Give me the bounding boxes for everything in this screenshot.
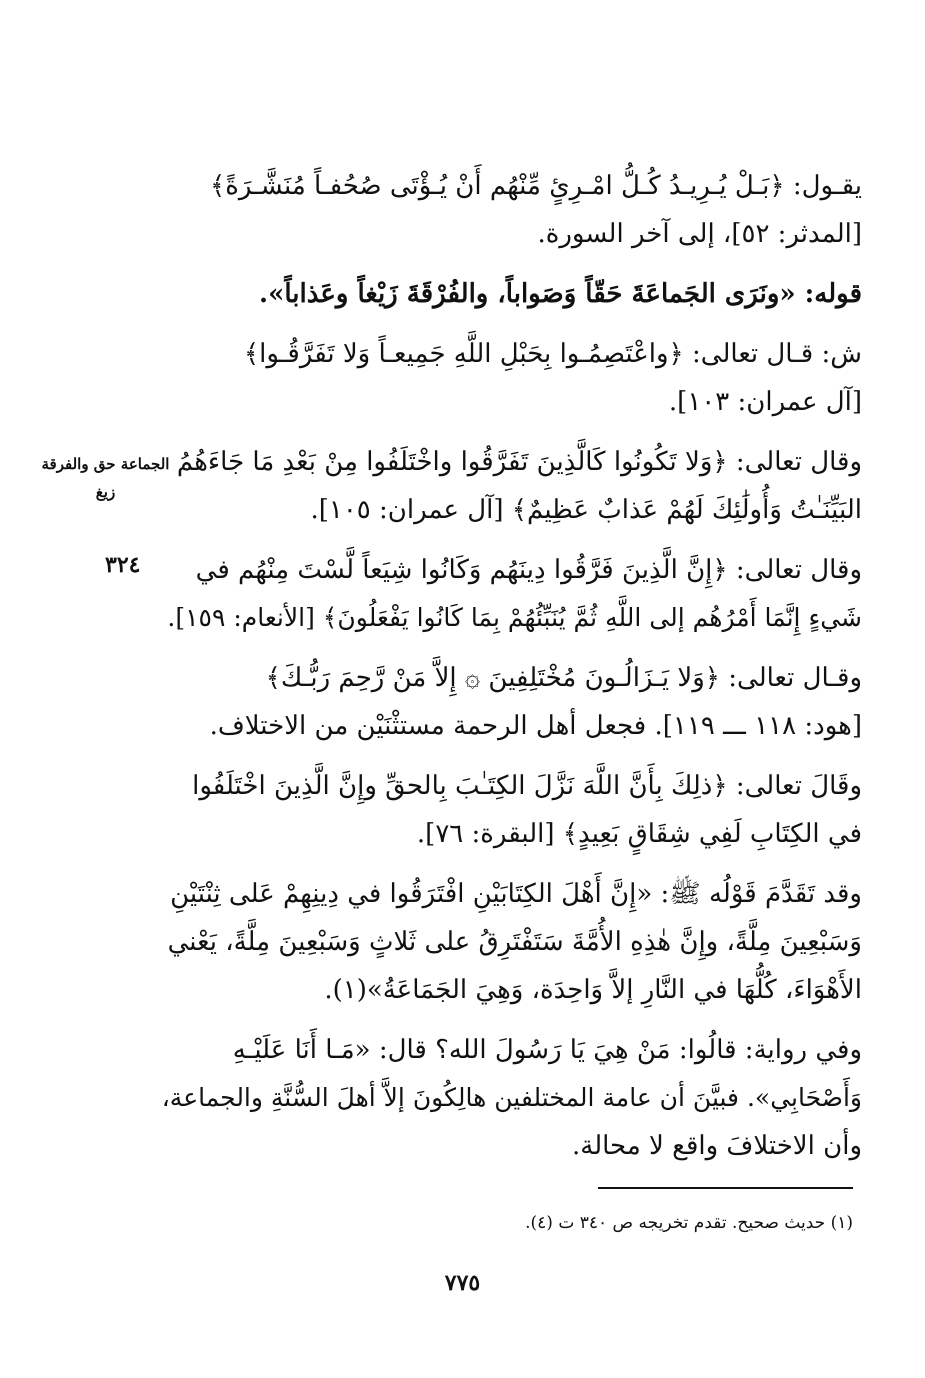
text-line: [آل عمران: ١٠٣].: [668, 387, 862, 417]
text-line: في الكِتَابِ لَفِي شِقَاقٍ بَعِيدٍ﴾ [البقرة: ٧٦].: [416, 819, 862, 849]
page-number: ٧٧٥: [444, 1270, 481, 1296]
paragraph: [162, 654, 862, 750]
text-line: وأن الاختلافَ واقع لا محالة.: [572, 1131, 862, 1161]
paragraph: [162, 270, 862, 318]
text-line: [هود: ١١٨ ـــ ١١٩]. فجعل أهل الرحمة مستثْنَيْن من الاختلاف.: [209, 711, 862, 741]
margin-note-jamaa: [38, 450, 173, 506]
text-line: وَأَصْحَابِي». فبيَّنَ أن عامة المختلفين هالِكُونَ إلاَّ أهلَ السُّنَّةِ والجماعة،: [161, 1083, 862, 1112]
paragraph: [162, 546, 862, 642]
paragraph: [162, 438, 862, 534]
margin-note-line: زيغ: [95, 483, 116, 501]
text-line: وقـال تعالى: ﴿وَلا يَـزَالُـونَ مُخْتَلِفِينَ ۞ إِلاَّ مَنْ رَّحِمَ رَبُّـكَ﴾: [265, 663, 862, 693]
text-line: قوله: «ونَرَى الجَماعَةَ حَقّاً وَصَواباً، والفُرْقَةَ زَيْغاً وعَذاباً».: [259, 279, 862, 309]
margin-note-line: الجماعة حق والفرقة: [41, 455, 170, 473]
footnote: (١) حديث صحيح. تقدم تخريجه ص ٣٤٠ ت (٤).: [525, 1213, 853, 1233]
text-line: وقال تعالى: ﴿إِنَّ الَّذِينَ فَرَّقُوا دِينَهُم وَكَانُوا شِيَعاً لَّسْتَ مِنْهُم في: [195, 555, 862, 585]
paragraph: [162, 330, 862, 426]
text-line: وقد تَقَدَّمَ قَوْلُه ﷺ: «إِنَّ أَهْلَ الكِتَابَيْنِ افْتَرَقُوا في دِينِهِمْ عَلى ثِنْتَيْنِ: [170, 879, 862, 909]
text-line: وَسَبْعِينَ مِلَّةً، وإِنَّ هٰذِهِ الأُمَّةَ سَتَفْتَرِقُ على ثَلاثٍ وَسَبْعِينَ مِلَّةً، يَعْني: [167, 927, 862, 957]
text-line: الأَهْوَاءَ، كُلُّهَا في النَّارِ إلاَّ وَاحِدَة، وَهِيَ الجَمَاعَةُ»(١).: [324, 975, 862, 1005]
text-line: وقَالَ تعالى: ﴿ذلِكَ بِأَنَّ اللَّهَ نَزَّلَ الكِتَـٰبَ بِالحقِّ وإِنَّ الَّذِينَ اخْتَلَفُوا: [192, 771, 862, 801]
margin-reference-number: ٣٢٤: [105, 552, 141, 578]
paragraph: [162, 870, 862, 1014]
footnote-divider: [598, 1187, 853, 1189]
text-line: ش: قـال تعالى: ﴿واعْتَصِمُـوا بِحَبْلِ اللَّهِ جَمِيعـاً وَلا تَفَرَّقُـوا﴾: [243, 339, 862, 369]
text-line: شَيءٍ إِنَّمَا أَمْرُهُم إلى اللَّهِ ثُمَّ يُنَبِّئُهُمْ بِمَا كَانُوا يَفْعَلُونَ﴾ [الأنعام: ١٥٩].: [167, 603, 862, 632]
main-text-column: [162, 162, 862, 1182]
text-line: [المدثر: ٥٢]، إلى آخر السورة.: [537, 219, 862, 249]
paragraph: [162, 1026, 862, 1170]
text-line: يقـول: ﴿بَـلْ يُـرِيـدُ كُـلُّ امْـرِئٍ مِّنْهُم أَنْ يُـؤْتَى صُحُفـاً مُنَشَّـرَةً﴾: [209, 171, 862, 201]
text-line: وقال تعالى: ﴿وَلا تَكُونُوا كَالَّذِينَ تَفَرَّقُوا واخْتَلَفُوا مِنْ بَعْدِ مَا جَاءَهُمُ: [176, 447, 862, 477]
paragraph: [162, 162, 862, 258]
text-line: البَيِّنَـٰتُ وَأُولَٰئِكَ لَهُمْ عَذابٌ عَظِيمٌ﴾ [آل عمران: ١٠٥].: [310, 495, 862, 525]
text-line: وفي رواية: قالُوا: مَنْ هِيَ يَا رَسُولَ الله؟ قال: «مَـا أَنَا عَلَيْـهِ: [232, 1035, 862, 1065]
paragraph: [162, 762, 862, 858]
